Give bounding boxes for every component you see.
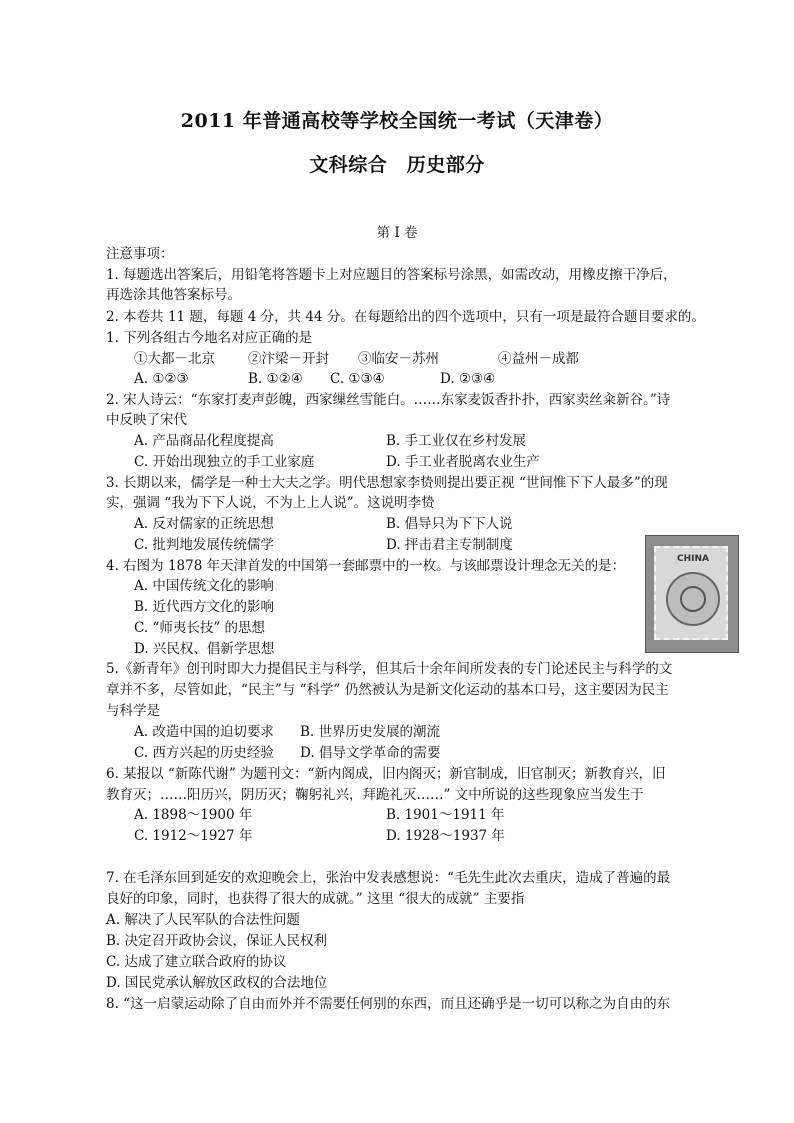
question-5-cont-1: 章并不多，尽管如此，“民主”与 “科学” 仍然被认为是新文化运动的基本口号，这主要因为民主 <box>106 682 669 698</box>
question-8: 8. “这一启蒙运动除了自由而外并不需要任何别的东西，而且还确乎是一切可以称之为自由的东 <box>106 996 671 1012</box>
q5-option-b: B. 世界历史发展的潮流 <box>300 724 441 740</box>
q1-item-4: ④益州－成都 <box>498 351 579 367</box>
q5-option-d: D. 倡导文学革命的需要 <box>300 745 441 761</box>
q4-option-d: D. 兴民权、倡新学思想 <box>134 641 275 657</box>
q6-option-b: B. 1901～1911 年 <box>386 807 505 823</box>
question-5-cont-2: 与科学是 <box>106 703 160 719</box>
question-1: 1. 下列各组古今地名对应正确的是 <box>106 330 313 346</box>
question-5: 5.《新青年》创刊时即大力提倡民主与科学，但其后十余年间所发表的专门论述民主与科学的文 <box>106 661 673 677</box>
question-3-cont: 实，强调 “我为下下人说，不为上上人说”。这说明李贽 <box>106 495 435 511</box>
q6-option-c: C. 1912～1927 年 <box>134 828 253 844</box>
q1-option-c: C. ①③④ <box>330 371 385 387</box>
q7-option-c: C. 达成了建立联合政府的协议 <box>106 954 287 970</box>
dragon-icon <box>666 572 720 626</box>
q3-option-c: C. 批判地发展传统儒学 <box>134 537 274 553</box>
question-6-cont: 教育灭；……阳历兴，阴历灭；鞠躬礼兴，拜跪礼灭……” 文中所说的这些现象应当发生于 <box>106 787 644 803</box>
q3-option-b: B. 倡导只为下下人说 <box>386 516 513 532</box>
stamp-face <box>654 546 728 640</box>
q7-option-a: A. 解决了人民军队的合法性问题 <box>106 912 300 928</box>
q4-option-b: B. 近代西方文化的影响 <box>134 599 275 615</box>
q5-option-c: C. 西方兴起的历史经验 <box>134 745 274 761</box>
q4-option-c: C. “师夷长技” 的思想 <box>134 620 266 636</box>
q7-option-b: B. 决定召开政协会议，保证人民权利 <box>106 933 328 949</box>
exam-title: 2011 年普通高校等学校全国统一考试（天津卷） <box>180 110 614 132</box>
q1-item-2: ②汴梁－开封 <box>248 351 329 367</box>
q4-option-a: A. 中国传统文化的影响 <box>134 578 274 594</box>
q6-option-d: D. 1928～1937 年 <box>386 828 505 844</box>
question-7: 7. 在毛泽东回到延安的欢迎晚会上，张治中发表感想说：“毛先生此次去重庆，造成了普遍的最 <box>106 870 671 886</box>
note-1-cont: 再选涂其他答案标号。 <box>106 287 241 303</box>
q1-item-1: ①大都－北京 <box>134 351 215 367</box>
notes-heading: 注意事项： <box>106 246 174 262</box>
q2-option-c: C. 开始出现独立的手工业家庭 <box>134 454 315 470</box>
question-6: 6. 某报以 “新陈代谢” 为题刊文：“新内阁成，旧内阁灭；新官制成，旧官制灭；新教育兴，旧 <box>106 766 666 782</box>
q1-option-a: A. ①②③ <box>134 371 189 387</box>
q5-option-a: A. 改造中国的迫切要求 <box>134 724 274 740</box>
section-label: 第 I 卷 <box>376 225 418 241</box>
q2-option-b: B. 手工业仅在乡村发展 <box>386 433 527 449</box>
q2-option-d: D. 手工业者脱离农业生产 <box>386 454 540 470</box>
note-2: 2. 本卷共 11 题，每题 4 分，共 44 分。在每题给出的四个选项中，只有一项是最符合题目要求的。 <box>106 309 705 325</box>
question-2: 2. 宋人诗云：“东家打麦声彭魄，西家缫丝雪能白。……东家麦饭香扑扑，西家卖丝籴新谷。”诗 <box>106 392 671 408</box>
exam-subtitle: 文科综合 历史部分 <box>309 154 485 176</box>
question-2-cont: 中反映了宋代 <box>106 412 187 428</box>
q3-option-d: D. 抨击君主专制制度 <box>386 537 513 553</box>
stamp-china-text: CHINA <box>677 554 709 564</box>
q2-option-a: A. 产品商品化程度提高 <box>134 433 274 449</box>
q1-option-b: B. ①②④ <box>248 371 303 387</box>
question-4: 4. 右图为 1878 年天津首发的中国第一套邮票中的一枚。与该邮票设计理念无关的是： <box>106 558 626 574</box>
q3-option-a: A. 反对儒家的正统思想 <box>134 516 274 532</box>
q1-option-d: D. ②③④ <box>440 371 496 387</box>
question-7-cont: 良好的印象，同时，也获得了很大的成就。” 这里 “很大的成就” 主要指 <box>106 891 525 907</box>
note-1: 1. 每题选出答案后，用铅笔将答题卡上对应题目的答案标号涂黑，如需改动，用橡皮擦干净后， <box>106 267 677 283</box>
q1-item-3: ③临安－苏州 <box>358 351 439 367</box>
q6-option-a: A. 1898～1900 年 <box>134 807 253 823</box>
question-3: 3. 长期以来，儒学是一种士大夫之学。明代思想家李贽则提出要正视 “世间惟下下人最多”的现 <box>106 475 668 491</box>
q7-option-d: D. 国民党承认解放区政权的合法地位 <box>106 975 328 991</box>
stamp-image <box>645 535 739 653</box>
